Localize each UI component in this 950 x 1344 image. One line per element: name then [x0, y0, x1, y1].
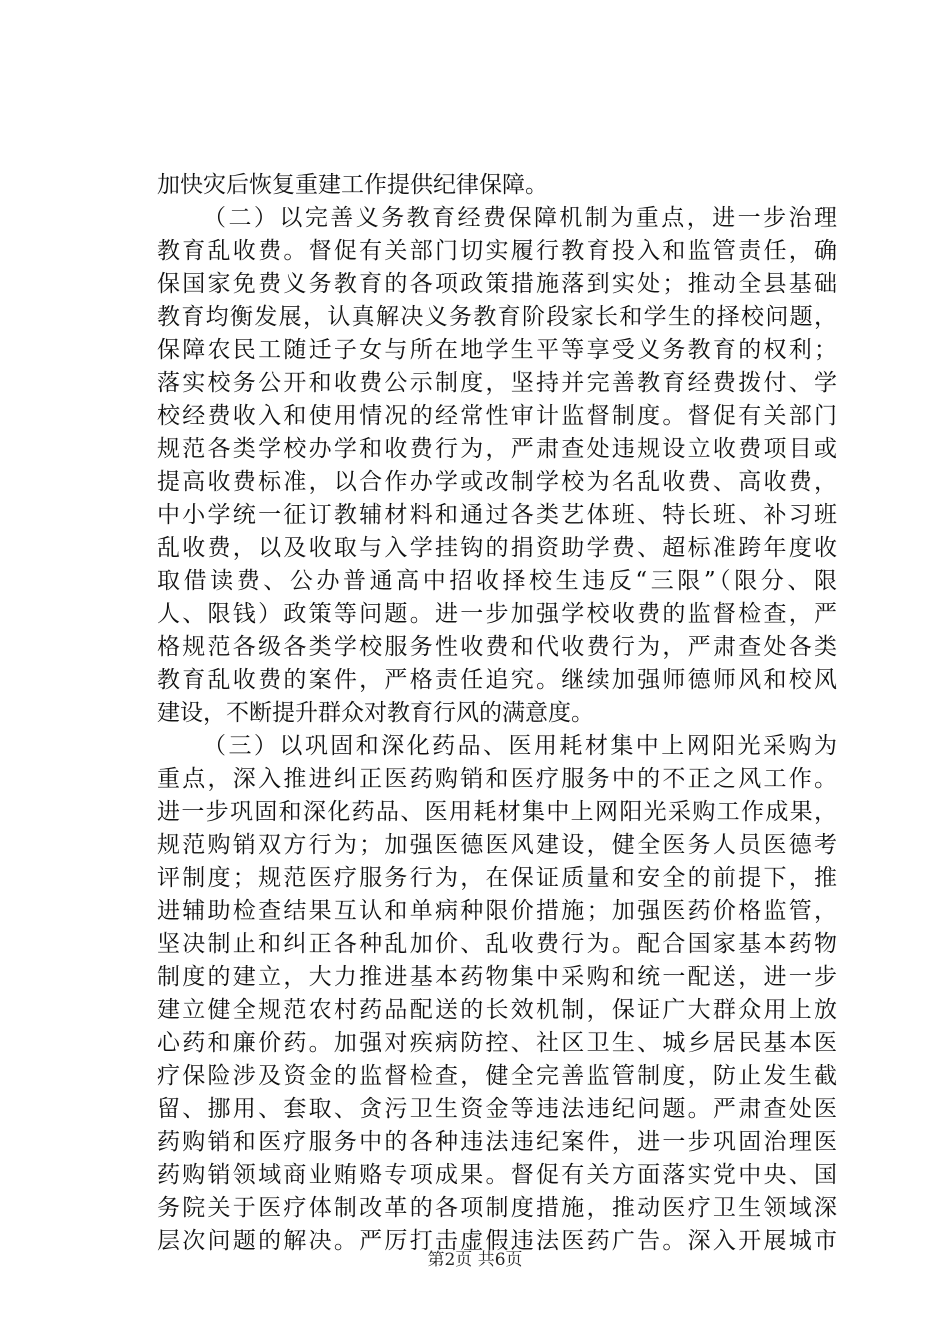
text-line: 格规范各级各类学校服务性收费和代收费行为，严肃查处各类: [157, 634, 837, 660]
text-line: 规范购销双方行为；加强医德医风建设，健全医务人员医德考: [157, 832, 837, 858]
text-line: 心药和廉价药。加强对疾病防控、社区卫生、城乡居民基本医: [157, 1030, 837, 1056]
text-line: 规范各类学校办学和收费行为，严肃查处违规设立收费项目或: [157, 436, 837, 462]
text-line: 留、挪用、套取、贪污卫生资金等违法违纪问题。严肃查处医: [157, 1096, 837, 1122]
text-line: 务院关于医疗体制改革的各项制度措施，推动医疗卫生领域深: [157, 1195, 837, 1221]
page-number-footer: 第2页 共6页: [427, 1250, 523, 1270]
text-line: （三）以巩固和深化药品、医用耗材集中上网阳光采购为: [203, 733, 837, 759]
text-line: 加快灾后恢复重建工作提供纪律保障。: [157, 172, 548, 198]
document-body: [157, 169, 837, 1258]
text-line: 药购销和医疗服务中的各种违法违纪案件，进一步巩固治理医: [157, 1129, 837, 1155]
text-line: 药购销领域商业贿赂专项成果。督促有关方面落实党中央、国: [157, 1162, 837, 1188]
text-line: 重点，深入推进纠正医药购销和医疗服务中的不正之风工作。: [157, 766, 837, 792]
text-line: 教育乱收费。督促有关部门切实履行教育投入和监管责任，确: [157, 238, 837, 264]
text-line: 层次问题的解决。严厉打击虚假违法医药广告。深入开展城市: [157, 1228, 837, 1254]
text-line: 教育乱收费的案件，严格责任追究。继续加强师德师风和校风: [157, 667, 837, 693]
text-line: 进辅助检查结果互认和单病种限价措施；加强医药价格监管，: [157, 898, 837, 924]
text-line: 保国家免费义务教育的各项政策措施落到实处；推动全县基础: [157, 271, 837, 297]
text-line: 保障农民工随迁子女与所在地学生平等享受义务教育的权利；: [157, 337, 837, 363]
text-line: 取借读费、公办普通高中招收择校生违反“三限”（限分、限: [157, 568, 837, 594]
text-line: （二）以完善义务教育经费保障机制为重点，进一步治理: [203, 205, 837, 231]
text-line: 落实校务公开和收费公示制度，坚持并完善教育经费拨付、学: [157, 370, 837, 396]
text-line: 乱收费，以及收取与入学挂钩的捐资助学费、超标准跨年度收: [157, 535, 837, 561]
text-line: 评制度；规范医疗服务行为，在保证质量和安全的前提下，推: [157, 865, 837, 891]
text-line: 建设，不断提升群众对教育行风的满意度。: [157, 700, 594, 726]
text-line: 人、限钱）政策等问题。进一步加强学校收费的监督检查，严: [157, 601, 837, 627]
text-line: 进一步巩固和深化药品、医用耗材集中上网阳光采购工作成果，: [157, 799, 837, 825]
text-line: 中小学统一征订教辅材料和通过各类艺体班、特长班、补习班: [157, 502, 837, 528]
text-line: 教育均衡发展，认真解决义务教育阶段家长和学生的择校问题，: [157, 304, 837, 330]
text-line: 建立健全规范农村药品配送的长效机制，保证广大群众用上放: [157, 997, 837, 1023]
text-line: 制度的建立，大力推进基本药物集中采购和统一配送，进一步: [157, 964, 837, 990]
text-line: 校经费收入和使用情况的经常性审计监督制度。督促有关部门: [157, 403, 837, 429]
text-line: 疗保险涉及资金的监督检查，健全完善监管制度，防止发生截: [157, 1063, 837, 1089]
text-line: 坚决制止和纠正各种乱加价、乱收费行为。配合国家基本药物: [157, 931, 837, 957]
text-line: 提高收费标准，以合作办学或改制学校为名乱收费、高收费，: [157, 469, 837, 495]
